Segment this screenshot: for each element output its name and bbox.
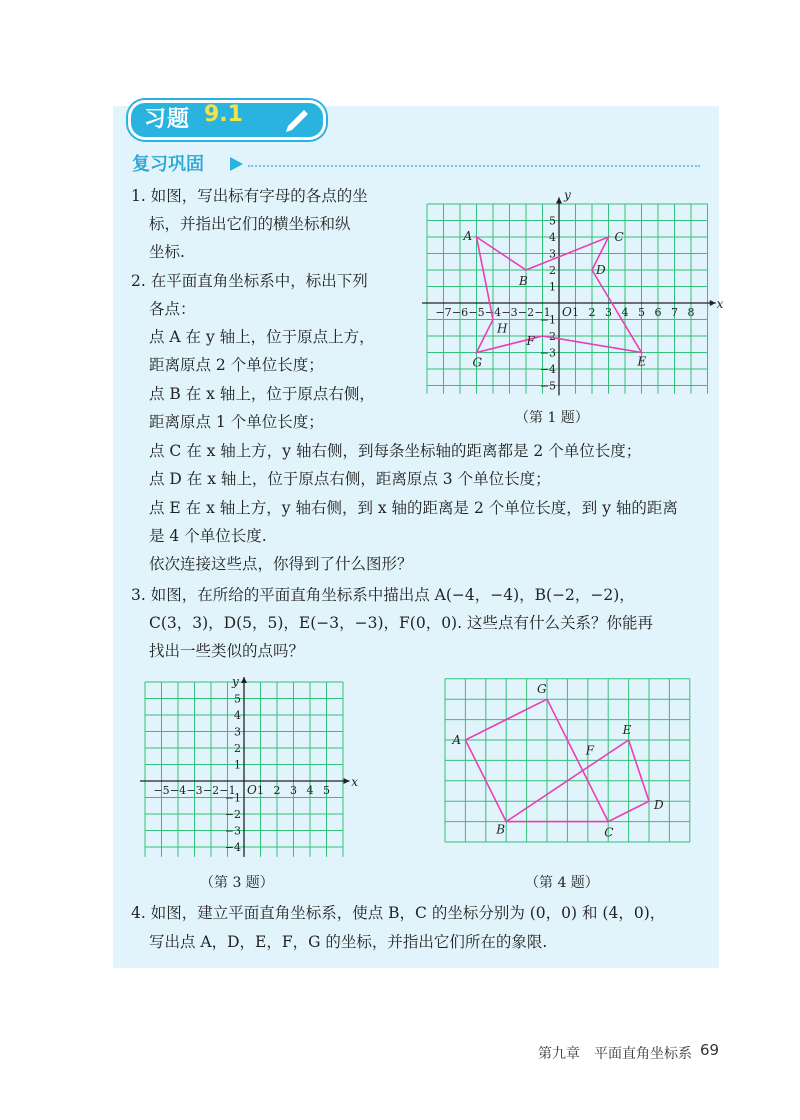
problem-4-line: 4. 如图，建立平面直角坐标系，使点 B，C 的坐标分别为 (0，0) 和 (4，0)， <box>131 904 666 922</box>
x-tick-label: −2 <box>202 784 220 797</box>
y-tick-label: −3 <box>224 824 241 838</box>
x-axis-arrow <box>344 778 350 784</box>
y-axis-label: y <box>232 674 239 689</box>
point-label-d: D <box>596 263 606 277</box>
x-tick-label: 3 <box>290 784 297 797</box>
section-divider <box>248 165 700 167</box>
problem-2-line: 点 D 在 x 轴上，位于原点右侧，距离原点 3 个单位长度； <box>149 470 551 488</box>
x-axis-label: x <box>716 297 724 311</box>
origin-label: O <box>247 783 257 797</box>
problem-3-line: 找出一些类似的点吗？ <box>149 642 305 660</box>
x-tick-label: 7 <box>671 306 678 319</box>
y-tick-label: −2 <box>539 330 556 343</box>
x-tick-label: 4 <box>621 306 629 319</box>
pencil-icon <box>282 104 312 132</box>
y-tick-label: −3 <box>539 346 556 360</box>
x-tick-label: 1 <box>257 784 264 797</box>
x-tick-label: 5 <box>638 306 645 319</box>
x-tick-label: −5 <box>468 306 485 319</box>
point-label-a: A <box>452 733 462 747</box>
point-label-e: E <box>637 354 647 369</box>
figure-3-caption: （第 3 题） <box>200 875 274 891</box>
x-axis-label: x <box>351 775 359 789</box>
point-label-f: F <box>526 334 535 348</box>
x-tick-label: 1 <box>572 306 579 319</box>
x-tick-label: −6 <box>451 306 469 319</box>
section-title: 复习巩固 <box>132 154 204 175</box>
point-label-d: D <box>654 798 664 813</box>
x-tick-label: 4 <box>306 784 314 797</box>
point-label-h: H <box>497 321 508 336</box>
x-tick-label: 6 <box>654 306 662 319</box>
figure-4-caption: （第 4 题） <box>525 875 599 891</box>
page-number: 69 <box>700 1041 720 1059</box>
x-tick-label: 2 <box>588 306 596 319</box>
y-tick-label: −1 <box>539 313 556 327</box>
section-arrow-icon <box>228 156 244 172</box>
problem-2-line: 是 4 个单位长度. <box>149 527 267 545</box>
y-tick-label: −4 <box>539 363 556 376</box>
x-tick-label: −1 <box>534 306 551 319</box>
x-tick-label: −5 <box>153 784 170 797</box>
problem-2-line: 点 A 在 y 轴上，位于原点上方， <box>149 328 375 346</box>
x-tick-label: 8 <box>687 306 695 319</box>
point-label-g: G <box>472 355 483 370</box>
problem-2-line: 点 C 在 x 轴上方，y 轴右侧，到每条坐标轴的距离都是 2 个单位长度； <box>149 442 642 460</box>
problem-1-line: 坐标. <box>149 243 185 261</box>
point-label-a: A <box>463 229 473 243</box>
problem-2-line: 2. 在平面直角坐标系中，标出下列 <box>131 272 368 290</box>
y-tick-label: 5 <box>549 214 556 228</box>
y-axis-label: y <box>564 188 571 203</box>
problem-4-line: 写出点 A，D，E，F，G 的坐标，并指出它们所在的象限. <box>149 933 548 951</box>
figure-4-graph <box>440 682 695 860</box>
problem-1-line: 1. 如图，写出标有字母的各点的坐 <box>131 187 368 205</box>
point-label-c: C <box>604 825 614 840</box>
problem-2-line: 距离原点 1 个单位长度； <box>149 413 324 431</box>
figure-1-caption: （第 1 题） <box>515 410 589 426</box>
y-tick-label: 4 <box>234 709 241 722</box>
y-axis-arrow <box>241 677 247 683</box>
y-tick-label: −4 <box>224 841 241 854</box>
point-label-e: E <box>622 723 632 737</box>
y-tick-label: 4 <box>549 231 556 244</box>
y-axis-arrow <box>556 197 562 203</box>
y-tick-label: −1 <box>224 791 241 805</box>
problem-3-line: 3. 如图，在所给的平面直角坐标系中描出点 A(−4，−4)，B(−2，−2)， <box>131 586 635 604</box>
figure-3-graph <box>140 674 359 860</box>
x-tick-label: 5 <box>323 784 330 797</box>
exercise-title: 习题 <box>144 107 191 132</box>
x-tick-label: −7 <box>435 306 452 319</box>
x-tick-label: −4 <box>169 784 187 797</box>
problem-2-line: 距离原点 2 个单位长度； <box>149 356 324 374</box>
x-tick-label: −3 <box>186 784 203 797</box>
origin-label: O <box>562 305 572 319</box>
y-tick-label: 2 <box>234 742 241 755</box>
figure-1-graph <box>410 188 730 403</box>
problem-2-line: 点 E 在 x 轴上方，y 轴右侧，到 x 轴的距离是 2 个单位长度，到 y 轴的距离 <box>149 499 678 517</box>
x-tick-label: −2 <box>517 306 535 319</box>
y-tick-label: 2 <box>549 264 556 277</box>
problem-2-line: 各点： <box>149 300 196 318</box>
problem-3-line: C(3，3)，D(5，5)，E(−3，−3)，F(0，0). 这些点有什么关系？你能再 <box>149 614 653 632</box>
exercise-number: 9.1 <box>204 102 243 127</box>
x-tick-label: −1 <box>219 784 236 797</box>
x-tick-label: 3 <box>605 306 612 319</box>
y-tick-label: −5 <box>539 379 556 393</box>
footer-chapter: 第九章 平面直角坐标系 <box>538 1046 692 1062</box>
problem-1-line: 标，并指出它们的横坐标和纵 <box>149 215 351 233</box>
y-tick-label: 1 <box>549 280 556 294</box>
x-axis-arrow <box>710 300 716 306</box>
point-label-b: B <box>519 274 528 288</box>
x-tick-label: 2 <box>273 784 281 797</box>
y-tick-label: 5 <box>234 692 241 706</box>
point-label-c: C <box>614 230 624 244</box>
point-label-b: B <box>496 822 506 837</box>
y-tick-label: 1 <box>234 758 241 772</box>
y-tick-label: 3 <box>234 725 241 739</box>
y-tick-label: 3 <box>549 247 556 261</box>
problem-2-line: 依次连接这些点，你得到了什么图形？ <box>149 555 413 573</box>
point-label-g: G <box>537 682 547 697</box>
y-tick-label: −2 <box>224 808 241 821</box>
x-tick-label: −4 <box>484 306 502 319</box>
x-tick-label: −3 <box>501 306 518 319</box>
segment-ed <box>629 740 649 801</box>
point-label-f: F <box>585 743 595 758</box>
problem-2-line: 点 B 在 x 轴上，位于原点右侧， <box>149 385 375 403</box>
